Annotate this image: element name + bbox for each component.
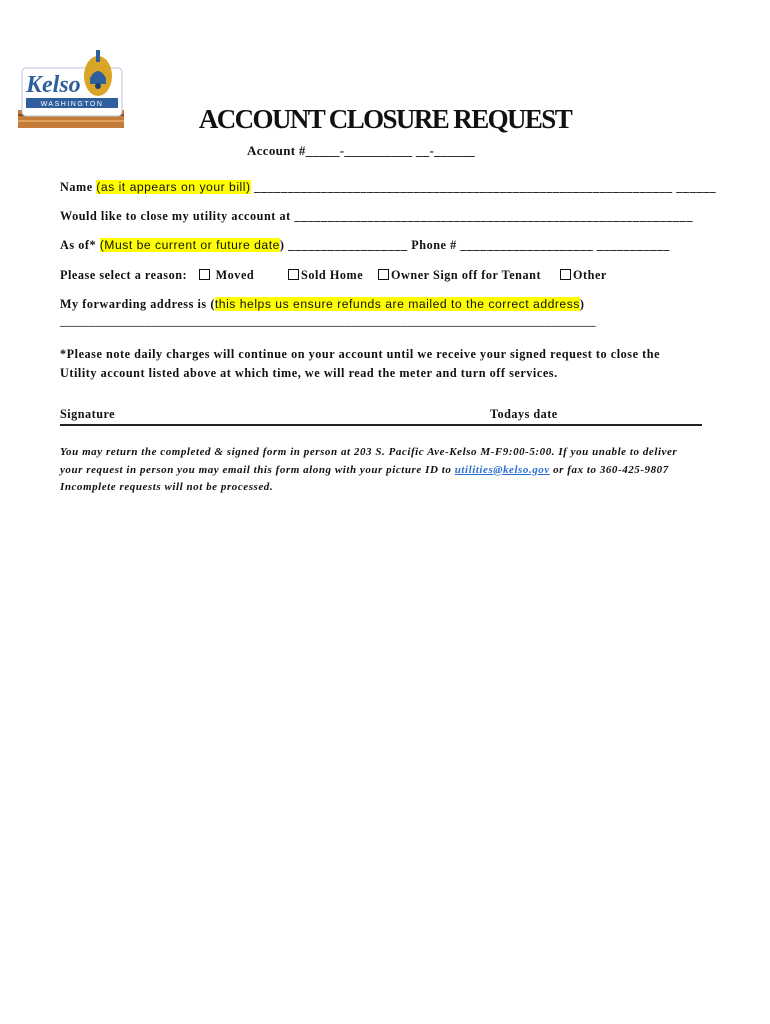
- name-row: [60, 180, 716, 195]
- footer-line-3: Incomplete requests will not be processed.: [60, 481, 274, 493]
- reason-other-label: Other: [573, 268, 607, 282]
- reason-option-moved[interactable]: [199, 268, 254, 283]
- forwarding-row: [60, 297, 585, 312]
- reason-label: Please select a reason:: [60, 268, 188, 282]
- reason-option-owner-sign-off[interactable]: [378, 268, 541, 283]
- reason-moved-label: Moved: [215, 268, 255, 282]
- reason-option-sold-home[interactable]: [288, 268, 363, 283]
- phone-field[interactable]: ____________________ ___________: [460, 238, 670, 252]
- reason-sold-home-label: Sold Home: [301, 268, 364, 282]
- checkbox-owner-sign-off[interactable]: [378, 269, 389, 280]
- note-line-2: Utility account listed above at which time, we will read the meter and turn off services.: [60, 366, 558, 380]
- forwarding-hint: this helps us ensure refunds are mailed to the correct address: [214, 297, 580, 311]
- footer-instructions: [60, 444, 710, 497]
- as-of-hint: (Must be current or future date: [99, 238, 280, 252]
- name-label: Name: [60, 180, 93, 194]
- footer-line-2: [60, 462, 710, 480]
- note-line-1: *Please note daily charges will continue on your account until we receive your signed request to close the: [60, 347, 661, 361]
- as-of-date-field[interactable]: ) __________________: [279, 238, 408, 252]
- close-address-field[interactable]: Would like to close my utility account at ____________________________________________________________: [60, 209, 693, 223]
- logo-subtitle: WASHINGTON: [40, 101, 104, 108]
- as-of-label: As of*: [60, 238, 97, 252]
- forwarding-hint-open: (: [210, 297, 215, 311]
- footer-fax-text: or fax to 360-425-9807: [549, 463, 669, 476]
- forwarding-label: My forwarding address is: [60, 297, 207, 311]
- checkbox-moved[interactable]: [199, 269, 210, 280]
- signature-label: Signature: [60, 407, 116, 421]
- email-link[interactable]: utilities@kelso.gov: [454, 463, 550, 476]
- footer-line-1: You may return the completed & signed form in person at 203 S. Pacific Ave-Kelso M-F9:00-5:00. If you unable to deliver: [60, 446, 678, 458]
- page-title: ACCOUNT CLOSURE REQUEST: [198, 104, 572, 134]
- date-label: Todays date: [490, 407, 558, 421]
- footer-line-2-text: your request in person you may email this form along with your picture ID to: [60, 463, 455, 476]
- forwarding-address-field[interactable]: ______________________________________________________________________________________________: [60, 316, 596, 328]
- as-of-row: [60, 238, 670, 253]
- reason-owner-sign-off-label: Owner Sign off for Tenant: [391, 268, 542, 282]
- reason-option-other[interactable]: [560, 268, 607, 283]
- phone-label: Phone #: [411, 238, 457, 252]
- signature-row[interactable]: [60, 407, 702, 426]
- checkbox-other[interactable]: [560, 269, 571, 280]
- account-number-field[interactable]: Account #_____-__________ __-______: [247, 143, 475, 158]
- name-hint: (as it appears on your bill): [96, 180, 251, 194]
- forwarding-hint-close: ): [579, 297, 585, 311]
- checkbox-sold-home[interactable]: [288, 269, 299, 280]
- name-field[interactable]: _______________________________________________________________ ______: [254, 180, 717, 194]
- reason-row: [60, 268, 700, 284]
- logo-wordmark: Kelso: [26, 72, 81, 98]
